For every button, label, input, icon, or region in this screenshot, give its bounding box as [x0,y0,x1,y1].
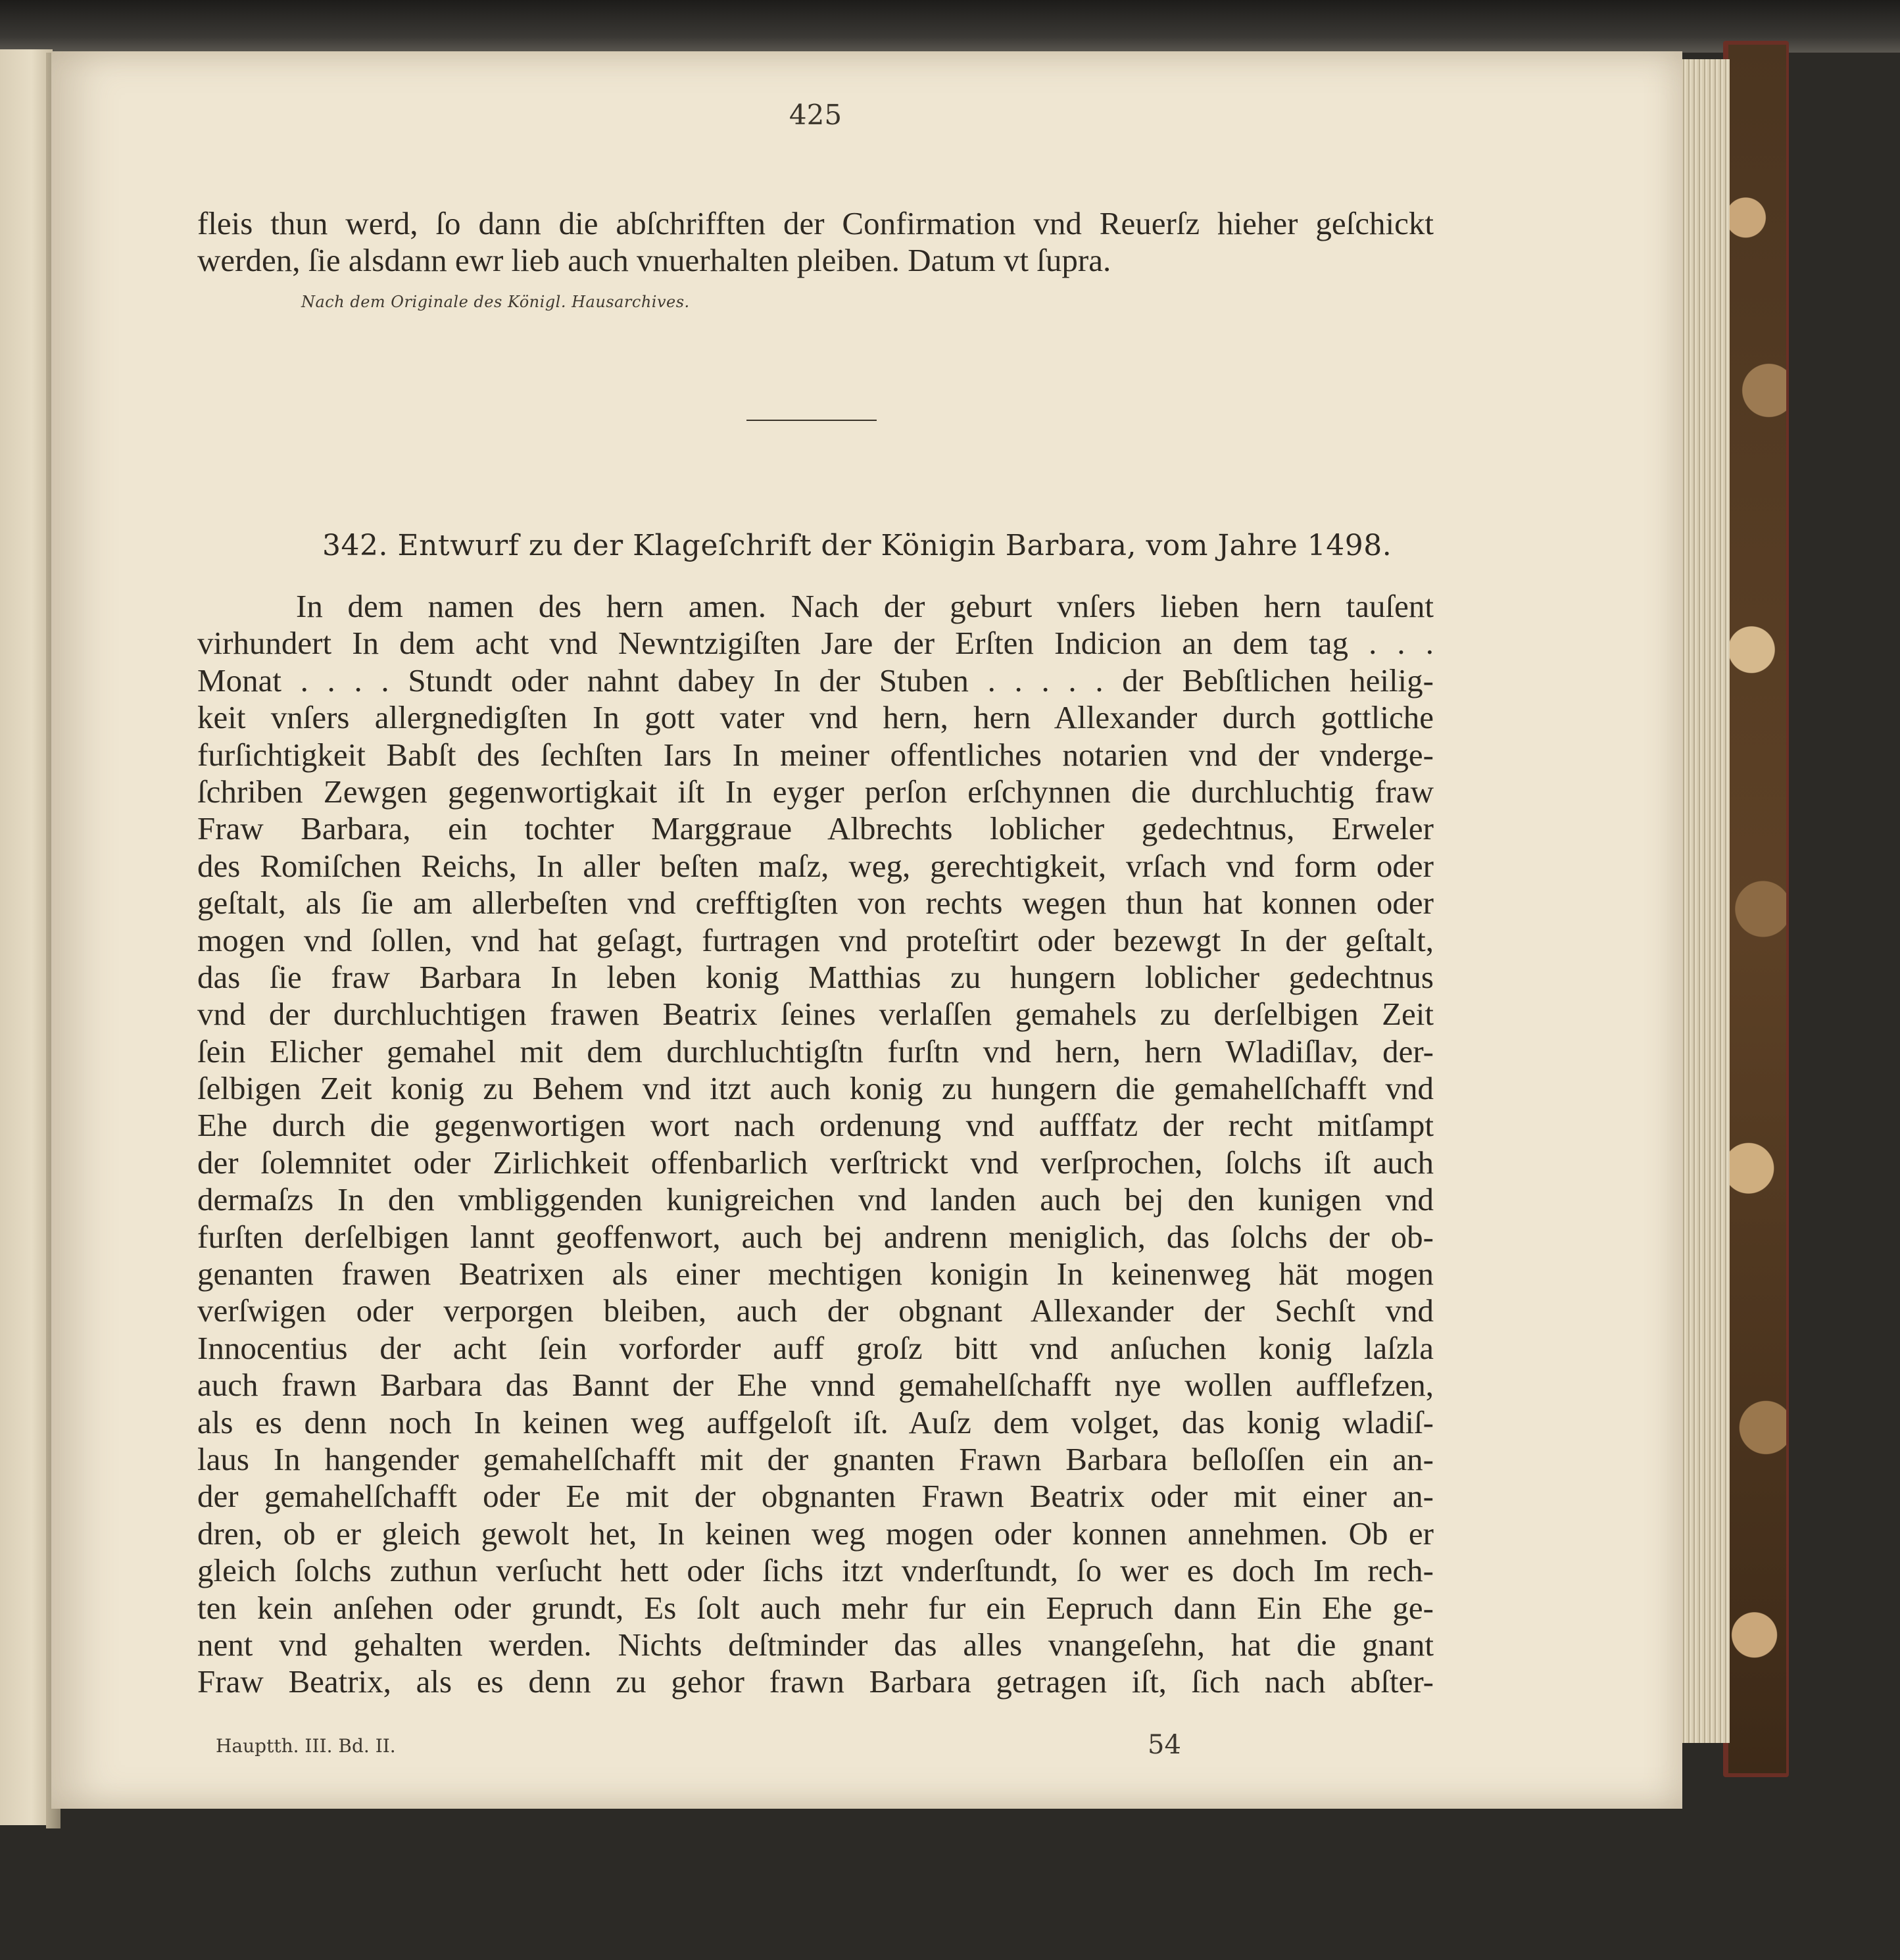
text-line: ſelbigen Zeit konig zu Behem vnd itzt auch konig zu hungern die gemahelſchafft vnd [197,1070,1434,1107]
text-line: der ſolemnitet oder Zirlichkeit offenbarlich verſtrickt vnd verſprochen, ſolchs iſt auch [197,1144,1434,1181]
text-line: fleis thun werd, ſo dann die abſchrifften der Confirmation vnd Reuerſz hieher geſchickt [197,205,1434,241]
document-heading: 342. Entwurf zu der Klageſchrift der Königin Barbara, vom Jahre 1498. [322,529,1392,562]
text-line: als es denn noch In keinen weg auffgeloſt iſt. Auſz dem volget, das konig wladiſ- [197,1404,1434,1440]
text-line: furſten derſelbigen lannt geoffenwort, auch bej andrenn meniglich, das ſolchs der ob- [197,1218,1434,1255]
source-note: Nach dem Originale des Königl. Hausarchives. [301,293,690,311]
text-line: Innocentius der acht ſein vorforder auff groſz bitt vnd anſuchen konig laſzla [197,1329,1434,1366]
text-line: laus In hangender gemahelſchafft mit der gnanten Frawn Barbara beſloſſen ein an- [197,1440,1434,1477]
text-line: virhundert In dem acht vnd Newntzigiſten Jare der Erſten Indicion an dem tag . . . [197,625,1434,662]
text-line: nent vnd gehalten werden. Nichts deſtminder das alles vnangeſehn, hat die gnant [197,1626,1434,1663]
text-line: genanten frawen Beatrixen als einer mechtigen konigin In keinenweg hät mogen [197,1256,1434,1292]
text-line: mogen vnd ſollen, vnd hat geſagt, furtragen vnd proteſtirt oder bezewgt In der geſtalt, [197,921,1434,958]
document-body [197,588,1434,1701]
text-line: geſtalt, als ſie am allerbeſten vnd crefftigſten von rechts wegen thun hat konnen oder [197,885,1434,921]
text-line: dren, ob er gleich gewolt het, In keinen weg mogen oder konnen annehmen. Ob er [197,1515,1434,1552]
text-line: In dem namen des hern amen. Nach der geburt vnſers lieben hern tauſent [296,588,1434,624]
text-line: ten kein anſehen oder grundt, Es ſolt auch mehr fur ein Eepruch dann Ein Ehe ge- [197,1589,1434,1626]
text-line: Monat . . . . Stundt oder nahnt dabey In der Stuben . . . . . der Bebſtlichen heilig- [197,662,1434,698]
text-line: ſchriben Zewgen gegenwortigkait iſt In eyger perſon erſchynnen die durchluchtig fraw [197,773,1434,810]
text-line: gleich ſolchs zuthun verſucht hett oder ſichs itzt vnderſtundt, ſo wer es doch Im rech- [197,1552,1434,1589]
marbled-endpaper [1728,45,1786,1773]
facing-page-edge [0,49,53,1825]
footer-sheet-number: 54 [1148,1730,1181,1760]
paragraph-continuation [197,205,1434,280]
text-line: des Romiſchen Reichs, In aller beſten maſz, weg, gerechtigkeit, vrſach vnd form oder [197,847,1434,884]
text-line: ſein Elicher gemahel mit dem durchluchtigſtn furſtn vnd hern, hern Wladiſlav, der- [197,1033,1434,1069]
section-divider [746,420,877,421]
text-line: Fraw Barbara, ein tochter Marggraue Albrechts loblicher gedechtnus, Erweler [197,810,1434,847]
text-line: werden, ſie alsdann ewr lieb auch vnuerhalten pleiben. Datum vt ſupra. [197,242,1111,279]
text-line: vnd der durchluchtigen frawen Beatrix ſeines verlaſſen gemahels zu derſelbigen Zeit [197,996,1434,1033]
text-line: das ſie fraw Barbara In leben konig Matthias zu hungern loblicher gedechtnus [197,958,1434,995]
footer-signature: Hauptth. III. Bd. II. [216,1735,396,1757]
text-line: furſichtigkeit Babſt des ſechſten Iars In meiner offentliches notarien vnd der vnderge- [197,736,1434,773]
text-line: verſwigen oder verporgen bleiben, auch der obgnant Allexander der Sechſt vnd [197,1292,1434,1329]
text-line: Ehe durch die gegenwortigen wort nach ordenung vnd aufffatz der recht mitſampt [197,1107,1434,1144]
page-number: 425 [789,99,842,131]
text-line: der gemahelſchafft oder Ee mit der obgnanten Frawn Beatrix oder mit einer an- [197,1478,1434,1515]
text-line: Fraw Beatrix, als es denn zu gehor frawn Barbara getragen iſt, ſich nach abſter- [197,1663,1434,1700]
text-line: keit vnſers allergnedigſten In gott vater vnd hern, hern Allexander durch gottliche [197,699,1434,736]
text-line: auch frawn Barbara das Bannt der Ehe vnnd gemahelſchafft nye wollen aufflefzen, [197,1367,1434,1404]
text-line: dermaſzs In den vmbliggenden kunigreichen vnd landen auch bej den kunigen vnd [197,1181,1434,1218]
scan-backdrop [0,0,1900,53]
